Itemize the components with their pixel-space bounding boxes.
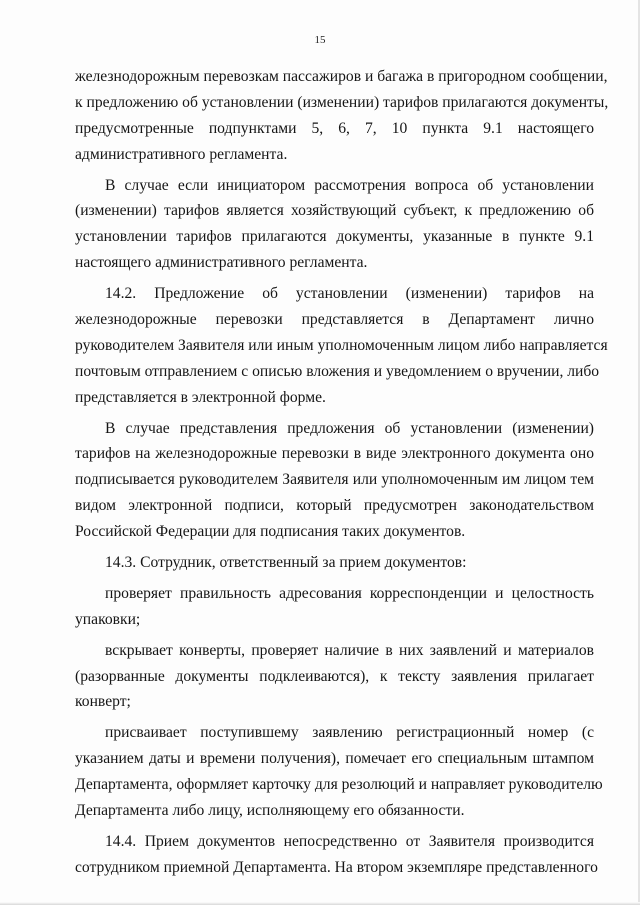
- text-line: административного регламента.: [75, 145, 288, 163]
- text-line: присваивает поступившему заявлению регистрационный номер (с: [105, 724, 594, 742]
- text-line: видом электронной подписи, который предусмотрен законодательством: [75, 497, 594, 515]
- text-line: настоящего административного регламента.: [75, 254, 368, 272]
- text-line: проверяет правильность адресования корреспонденции и целостность: [105, 584, 594, 602]
- text-line: 14.2. Предложение об установлении (изменении) тарифов на: [105, 285, 594, 303]
- text-line: подписывается руководителем Заявителя или уполномоченным им лицом тем: [75, 471, 594, 489]
- text-line: Департамента либо лицу, исполняющему его обязанности.: [75, 802, 465, 820]
- text-line: В случае если инициатором рассмотрения вопроса об установлении: [105, 176, 594, 194]
- text-line: 14.3. Сотрудник, ответственный за прием документов:: [105, 554, 467, 572]
- text-line: (разорванные документы подклеиваются), к тексту заявления прилагает: [75, 667, 594, 685]
- text-line: вскрывает конверты, проверяет наличие в них заявлений и материалов: [105, 641, 594, 659]
- text-line: руководителем Заявителя или иным уполномоченным лицом либо направляется: [75, 336, 608, 354]
- text-line: Российской Федерации для подписания таких документов.: [75, 523, 466, 541]
- text-line: (изменении) тарифов является хозяйствующий субъект, к предложению об: [75, 202, 594, 220]
- text-line: конверт;: [75, 693, 131, 711]
- text-line: предусмотренные подпунктами 5, 6, 7, 10 пункта 9.1 настоящего: [75, 119, 594, 137]
- text-line: Департамента, оформляет карточку для резолюций и направляет руководителю: [75, 776, 603, 794]
- page-number: 15: [314, 34, 326, 46]
- text-line: указанием даты и времени получения), помечает его специальным штампом: [75, 750, 594, 768]
- text-line: железнодорожным перевозкам пассажиров и багажа в пригородном сообщении,: [75, 68, 608, 85]
- text-line: тарифов на железнодорожные перевозки в виде электронного документа оно: [75, 445, 594, 463]
- text-line: представляется в электронной форме.: [75, 388, 326, 406]
- text-line: 14.4. Прием документов непосредственно от Заявителя производится: [105, 832, 594, 850]
- text-line: упаковки;: [75, 610, 141, 628]
- text-line: железнодорожные перевозки представляется в Департамент лично: [75, 311, 594, 329]
- text-line: сотрудником приемной Департамента. На втором экземпляре представленного: [75, 858, 598, 876]
- text-line: установлении тарифов прилагаются документы, указанные в пункте 9.1: [75, 228, 594, 246]
- text-line: В случае представления предложения об установлении (изменении): [105, 419, 594, 437]
- text-line: к предложению об установлении (изменении) тарифов прилагаются документы,: [75, 93, 609, 111]
- text-line: почтовым отправлением с описью вложения и уведомлением о вручении, либо: [75, 362, 600, 380]
- body-text: [75, 64, 609, 881]
